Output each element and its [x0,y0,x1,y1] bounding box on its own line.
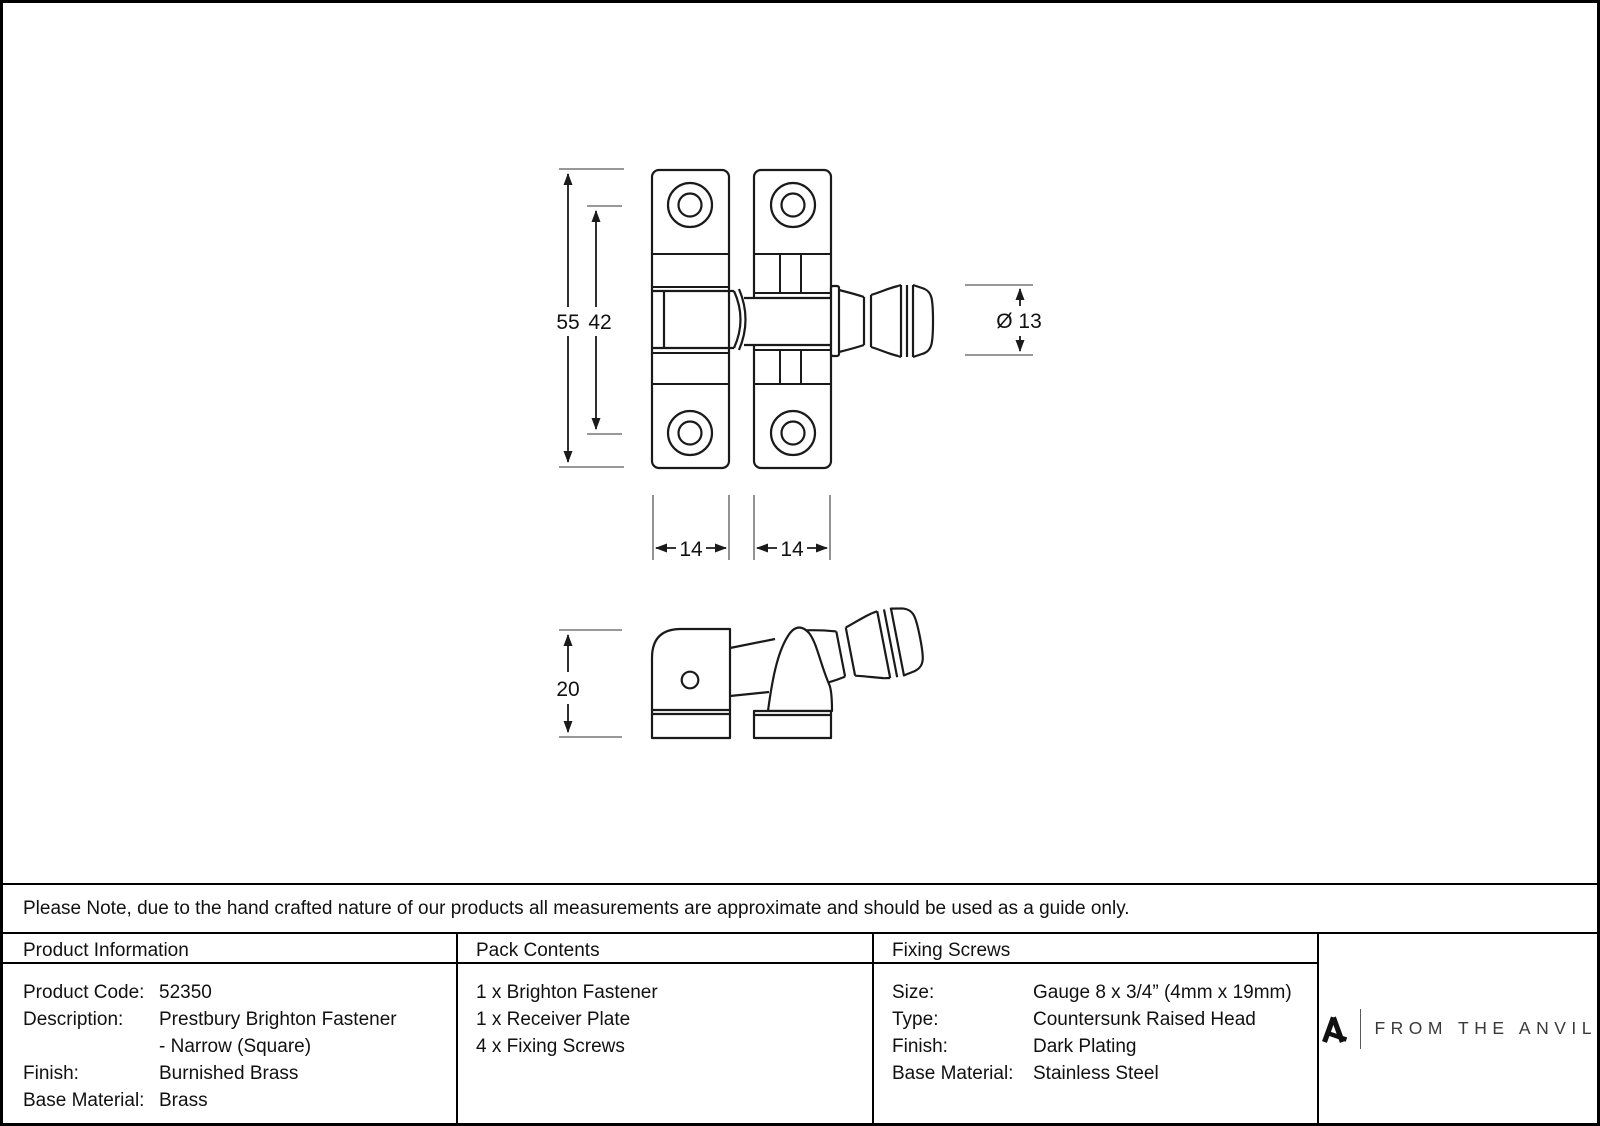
table-row [23,1060,397,1087]
column-divider-1 [456,932,458,1123]
measurement-note: Please Note, due to the hand crafted nature of our products all measurements are approximate and should be used as a guide only. [23,898,1130,919]
row-label: Product Code: [23,982,145,1003]
receiver-bell [768,628,832,712]
row-value: Brass [159,1090,208,1111]
knob-front [831,285,933,357]
bracket-side [652,629,730,738]
pack-item: 4 x Fixing Screws [476,1036,625,1057]
receiver-base [754,711,831,738]
table-row [892,1033,1292,1060]
brand-logo [1319,934,1597,1123]
row-label: Size: [892,982,935,1003]
table-row [23,1006,397,1033]
pack-contents-header: Pack Contents [476,940,600,961]
pack-item: 1 x Receiver Plate [476,1009,631,1030]
latch-arm-side [730,639,775,696]
technical-drawing [3,3,1597,883]
dimension-label-overall-height: 55 [556,311,580,334]
header-bottom-border [3,962,1319,964]
row-label: Base Material: [23,1090,145,1111]
row-label: Base Material: [892,1063,1014,1084]
row-value: Burnished Brass [159,1063,299,1084]
fastener-front-view [652,170,933,468]
pack-contents-cell [476,979,658,1060]
brand-wordmark: FROM THE ANVIL [1374,1018,1597,1038]
row-label: Type: [892,1009,939,1030]
row-value: - Narrow (Square) [159,1036,312,1057]
pack-item: 1 x Brighton Fastener [476,982,658,1003]
row-value: Stainless Steel [1033,1063,1159,1084]
row-value: Dark Plating [1033,1036,1137,1057]
latch-bar [741,297,833,346]
row-label: Finish: [892,1036,948,1057]
dimension-label-right-plate-width: 14 [780,538,804,561]
table-row [23,979,397,1006]
row-label: Finish: [23,1063,79,1084]
row-label: Description: [23,1009,124,1030]
fixing-screws-cell [892,979,1292,1087]
dimension-label-left-plate-width: 14 [679,538,703,561]
dimension-label-hole-centres: 42 [588,311,612,334]
dimension-label-side-height: 20 [556,678,580,701]
logo-divider [1360,1009,1362,1049]
row-value: Countersunk Raised Head [1033,1009,1256,1030]
row-value: 52350 [159,982,212,1003]
anvil-a-monogram-icon [1319,1009,1348,1049]
column-divider-2 [872,932,874,1123]
fixing-screws-header: Fixing Screws [892,940,1011,961]
fastener-side-view [652,603,927,738]
dimension-label-knob-diameter: Ø 13 [996,310,1042,333]
table-row [23,1033,397,1060]
product-information-header: Product Information [23,940,189,961]
row-value: Prestbury Brighton Fastener [159,1009,397,1030]
table-row [892,1060,1292,1087]
table-row [892,1006,1292,1033]
row-value: Gauge 8 x 3/4” (4mm x 19mm) [1033,982,1292,1003]
product-information-cell [23,979,397,1114]
table-row [23,1087,397,1114]
table-row [892,979,1292,1006]
latch-housing [652,289,746,350]
